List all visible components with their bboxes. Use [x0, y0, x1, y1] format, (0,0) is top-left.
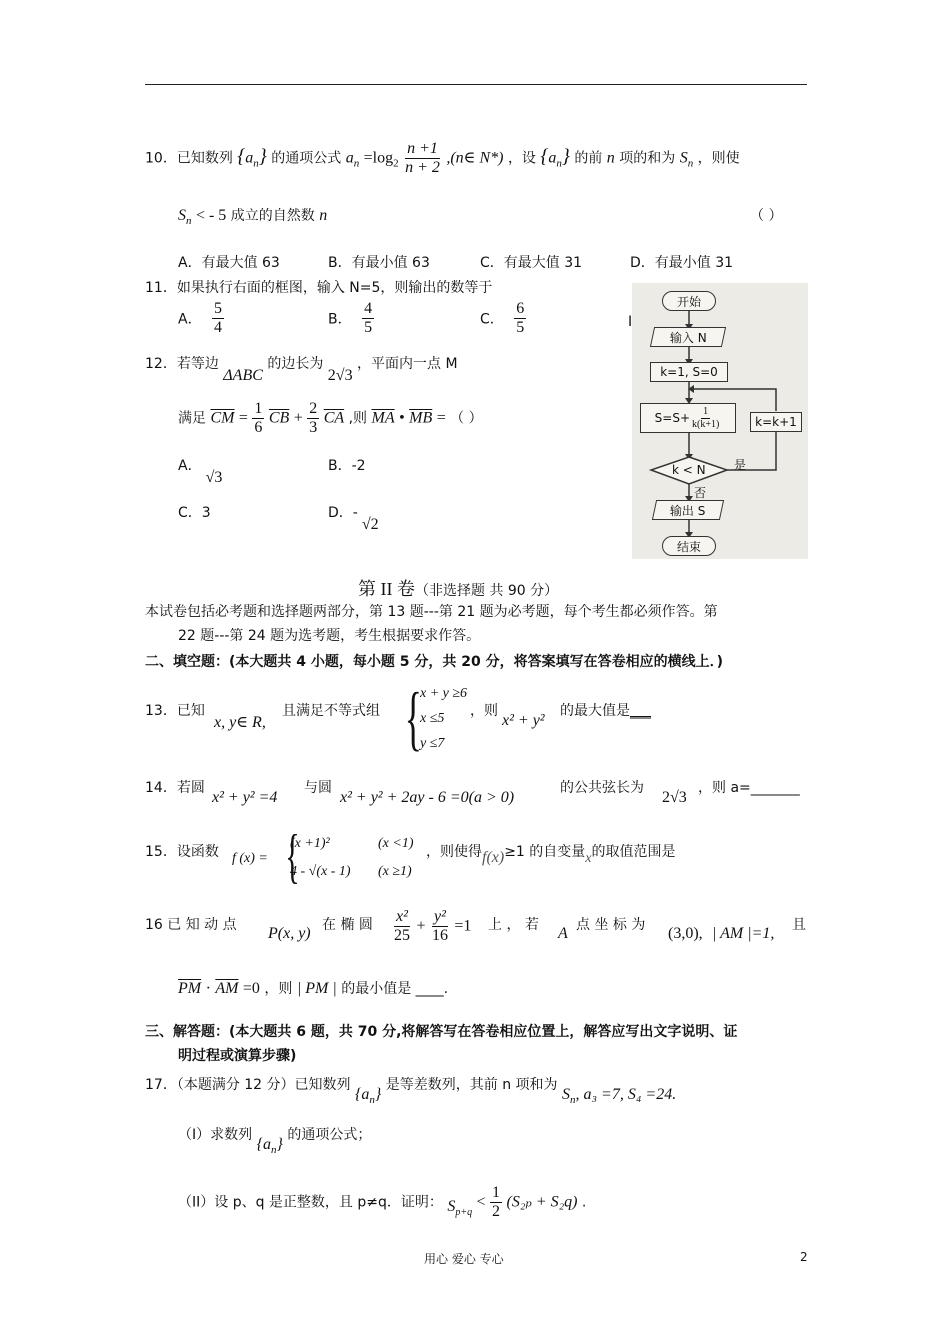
q15-piece2: 4 - √(x - 1)	[290, 864, 351, 879]
flow-start: 开始	[662, 291, 716, 311]
q16-mid2: 上 ， 若	[488, 917, 539, 933]
q15-lead: 15．设函数	[145, 844, 219, 860]
header-rule	[145, 84, 807, 85]
q16-ellipse: $\frac{\text{x²}}{25}$ + $\frac{\text{y²}}{16}$ =1	[394, 908, 472, 944]
q12-option-a: A．√3	[178, 458, 223, 486]
section2-intro-line2: 22 题---第 24 题为选考题，考生根据要求作答。	[178, 628, 481, 644]
q16-coord: (3,0),	[668, 925, 703, 942]
q11-option-c: C． $\frac{6}{5}$	[480, 300, 525, 336]
flow-no: 否	[694, 486, 707, 500]
q10-option-c: C．有最大值 31	[480, 255, 583, 271]
q13-text: 且满足不等式组	[282, 703, 380, 719]
q13-then: ，则	[470, 703, 498, 719]
q13-constraint-3: y ≤7	[420, 736, 445, 751]
q15-fx: f (x) =	[232, 851, 268, 866]
q11-option-b: B． $\frac{4}{5}$	[328, 300, 373, 336]
q17-part2: （II）设 p、q 是正整数，且 p≠q．证明： $S_{p+q}$ < $\frac{1}{2}$ (S₂ₚ + S₂q) .	[178, 1184, 587, 1220]
q12-option-c: C．3	[178, 505, 211, 521]
q13-lead: 13．已知	[145, 703, 205, 719]
q15-piece2-cond: (x ≥1)	[378, 864, 412, 879]
q13-constraint-2: x ≤5	[420, 711, 445, 726]
q16-line2: $\overline{PM} \cdot \overline{AM} =0$ ，则 | PM | 的最小值是 ____.	[178, 980, 449, 997]
q13-vars: x, y∈ R,	[214, 714, 266, 731]
q17-line1: 17．（本题满分 12 分）已知数列 $\{a_n\}$ 是等差数列，其前 n 项和为 $S_n$, a₃ =7, S₄ =24.	[145, 1077, 677, 1107]
q17-part1: （I）求数列 $\{a_n\}$ 的通项公式；	[178, 1127, 372, 1157]
q13-tail: 的最大值是___	[560, 703, 651, 719]
flow-init: k=1, S=0	[650, 362, 728, 382]
flow-end: 结束	[662, 536, 716, 556]
q11-option-d-fragment: I	[628, 314, 633, 330]
q12-option-b: B．-2	[328, 458, 366, 474]
q16-a: A	[558, 925, 568, 942]
section2-intro-line1: 本试卷包括必考题和选择题两部分，第 13 题---第 21 题为必考题，每个考生都必须作答。第	[145, 604, 718, 620]
q13-brace: {	[404, 678, 422, 758]
solve-heading-line2: 明过程或演算步骤)	[178, 1048, 297, 1064]
q15-brace: {	[285, 823, 300, 889]
q10-option-d: D．有最小值 31	[630, 255, 734, 271]
q16-point: P(x, y)	[268, 925, 311, 942]
q14-mid: 与圆	[304, 780, 332, 796]
q14-circle2: x² + y² + 2ay - 6 =0(a > 0)	[340, 789, 515, 806]
q10-option-b: B．有最小值 63	[328, 255, 430, 271]
section2-title: 第 II 卷（非选择题 共 90 分）	[358, 579, 559, 599]
flow-yes: 是	[734, 458, 747, 472]
q14-lead: 14．若圆	[145, 780, 205, 796]
q15-piece1-cond: (x <1)	[378, 836, 414, 851]
q16-mid: 在 椭 圆	[322, 917, 373, 933]
flow-condition: k < N	[672, 463, 706, 477]
page-number: 2	[800, 1250, 808, 1264]
q16-mid3: 点 坐 标 为	[576, 917, 646, 933]
q11-text: 11．如果执行右面的框图，输入 N=5，则输出的数等于	[145, 280, 493, 296]
q12-line1: 12．若等边 ΔABC 的边长为 2√3 ，平面内一点 M	[145, 356, 458, 384]
q15-piece1: (x +1)²	[290, 836, 330, 851]
q14-mid2: 的公共弦长为	[560, 780, 644, 796]
q10-option-a: A．有最大值 63	[178, 255, 280, 271]
flowchart-image	[632, 283, 808, 559]
q13-constraint-1: x + y ≥6	[420, 686, 468, 701]
flow-input: 输入 N	[650, 327, 726, 347]
q14-circle1: x² + y² =4	[212, 789, 278, 806]
q16-abs-am: | AM |=1,	[712, 925, 775, 942]
footer-slogan: 用心 爱心 专心	[424, 1252, 504, 1266]
solve-heading-line1: 三、解答题：(本大题共 6 题，共 70 分,将解答写在答卷相应位置上，解答应写出文字说明、证	[145, 1024, 738, 1040]
q16-lead: 16 已 知 动 点	[145, 917, 237, 933]
q16-qie: 且	[792, 917, 806, 933]
flow-update: S=S+ $\frac{1}{k(k+1)}$	[640, 403, 736, 433]
fill-heading: 二、填空题：(本大题共 4 小题，每小题 5 分，共 20 分，将答案填写在答卷相应的横线上．)	[145, 654, 724, 670]
q12-line2: 满足 $\overline{CM}$ = $\frac{1}{6}$ $\overline{CB}$ + $\frac{2}{3}$ $\overline{CA}$ ,则 $\overline{MA}$ • $\overline{MB}$ = （ ）	[178, 400, 483, 436]
q12-option-d: D．-√2	[328, 505, 379, 533]
q10-answer-paren: （ ）	[750, 208, 783, 224]
q10-line1: 10．已知数列 $\{a_n\}$ 的通项公式 $a_n =\log_2$ $\frac{n +1}{n + 2}$ ,(n∈ N*) ，设 $\{a_n\}$ 的前 n 项的和为 $S_n$ ，则使	[145, 140, 740, 176]
flow-increment: k=k+1	[750, 412, 802, 432]
q10-line2: $S_n$ < - 5 成立的自然数 n	[178, 207, 328, 227]
q14-length: 2√3	[662, 789, 687, 806]
q11-option-a: A． $\frac{5}{4}$	[178, 300, 223, 336]
flow-output: 输出 S	[652, 500, 724, 520]
q13-expr: x² + y²	[502, 712, 545, 729]
q14-tail: ，则 a=_______	[698, 780, 800, 796]
q15-text: ，则使得f(x)≥1 的自变量x的取值范围是	[426, 844, 676, 866]
